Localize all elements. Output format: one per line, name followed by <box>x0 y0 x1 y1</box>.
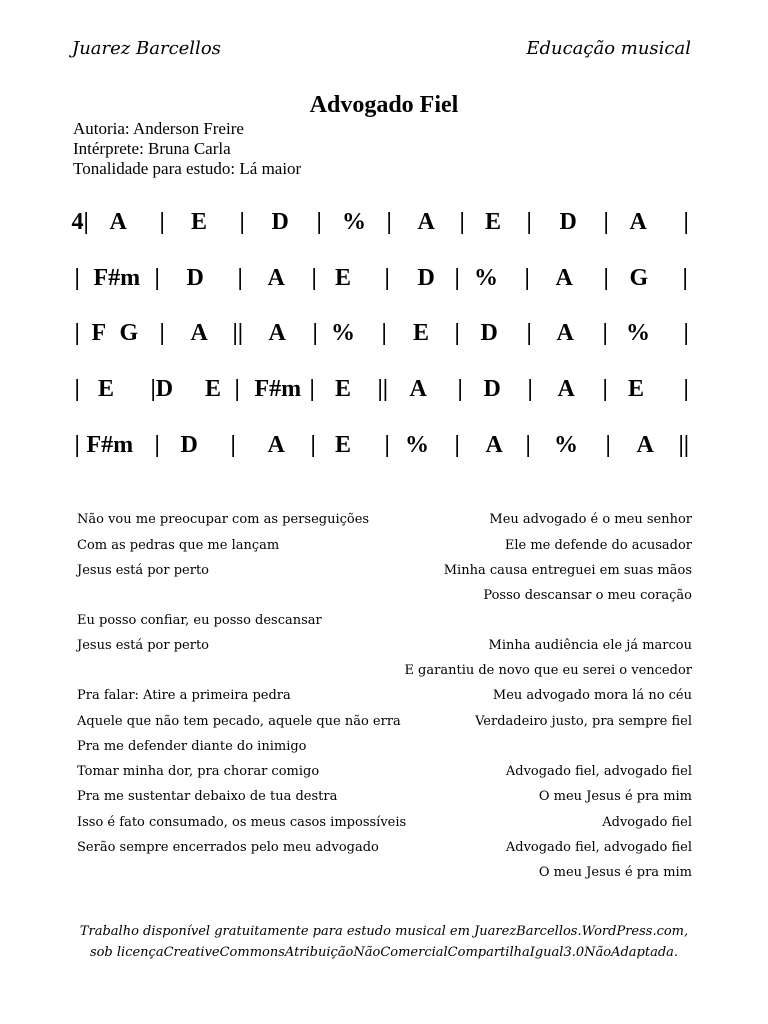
bar-line: | <box>154 432 160 458</box>
song-performer: Intérprete: Bruna Carla <box>73 139 231 158</box>
bar-line: | <box>312 320 318 346</box>
chord-symbol: A <box>629 209 647 235</box>
lyric-line-left: Jesus está por perto <box>77 638 209 653</box>
chord-symbol: E <box>628 376 645 402</box>
chord-symbol: G <box>119 320 139 346</box>
bar-line: | <box>74 432 80 458</box>
bar-line: | <box>602 376 608 402</box>
bar-line: | <box>457 376 463 402</box>
bar-line: | <box>459 209 465 235</box>
chord-symbol: 4| <box>71 209 89 235</box>
lyric-line-left: Isso é fato consumado, os meus casos impossíveis <box>77 815 407 830</box>
lyric-line-left: Pra me sustentar debaixo de tua destra <box>77 789 338 804</box>
lyric-line-right: Meu advogado é o meu senhor <box>489 512 692 527</box>
chord-symbol: E <box>335 432 352 458</box>
bar-line: | <box>311 265 317 291</box>
lyric-line-left: Pra falar: Atire a primeira pedra <box>77 688 291 703</box>
bar-line: | <box>603 265 609 291</box>
header-author: Juarez Barcellos <box>72 38 221 59</box>
bar-line: | <box>239 209 245 235</box>
chord-symbol: D <box>180 432 198 458</box>
chord-symbol: F#m <box>93 265 141 291</box>
bar-line: | <box>683 209 689 235</box>
lyric-line-right: Minha causa entreguei em suas mãos <box>443 563 692 578</box>
bar-line: | <box>74 265 80 291</box>
lyric-line-right: Advogado fiel, advogado fiel <box>505 840 692 855</box>
bar-line: | <box>230 432 236 458</box>
chord-symbol: A <box>267 265 285 291</box>
bar-line: | <box>234 376 240 402</box>
chord-symbol: A <box>190 320 208 346</box>
lyric-line-left: Tomar minha dor, pra chorar comigo <box>77 764 320 779</box>
chord-symbol: D <box>417 265 435 291</box>
chord-symbol: D <box>559 209 577 235</box>
lyric-line-right: Advogado fiel <box>602 815 692 830</box>
chord-symbol: A <box>636 432 654 458</box>
chord-symbol: E <box>413 320 430 346</box>
chord-symbol: E <box>335 376 352 402</box>
lyric-line-left: Pra me defender diante do inimigo <box>77 739 307 754</box>
song-meta <box>73 119 301 179</box>
chord-symbol: A <box>409 376 427 402</box>
chord-line <box>0 318 768 348</box>
lyric-line-left: Eu posso confiar, eu posso descansar <box>77 613 322 628</box>
lyric-line-left: Aquele que não tem pecado, aquele que não erra <box>77 714 401 729</box>
lyric-line-right: Verdadeiro justo, pra sempre fiel <box>475 714 692 729</box>
song-title: Advogado Fiel <box>309 92 459 118</box>
chord-symbol: D <box>186 265 204 291</box>
bar-line: | <box>524 265 530 291</box>
chord-line <box>0 263 768 293</box>
chord-line <box>0 374 768 404</box>
bar-line: | <box>154 265 160 291</box>
song-authorship: Autoria: Anderson Freire <box>73 119 244 138</box>
chord-symbol: D <box>271 209 289 235</box>
lyric-line-right: Ele me defende do acusador <box>504 538 692 553</box>
bar-line: | <box>602 320 608 346</box>
bar-line: | <box>454 320 460 346</box>
chord-symbol: F#m <box>86 432 134 458</box>
lyric-line-left: Serão sempre encerrados pelo meu advogado <box>77 840 379 855</box>
bar-line: | <box>310 432 316 458</box>
chord-symbol: A <box>268 320 286 346</box>
lyric-line-right: Meu advogado mora lá no céu <box>492 688 692 703</box>
bar-line: | <box>603 209 609 235</box>
bar-line: | <box>682 265 688 291</box>
chord-line <box>0 430 768 460</box>
chord-symbol: A <box>109 209 127 235</box>
bar-line: | <box>526 320 532 346</box>
bar-line: | <box>74 376 80 402</box>
chord-symbol: |D <box>150 376 174 402</box>
bar-line: | <box>159 209 165 235</box>
lyric-line-left: Não vou me preocupar com as perseguições <box>77 512 370 527</box>
bar-line: | <box>316 209 322 235</box>
bar-line: | <box>527 376 533 402</box>
chord-symbol: A <box>417 209 435 235</box>
chord-symbol: A <box>485 432 503 458</box>
lyric-line-left: Jesus está por perto <box>77 563 209 578</box>
bar-line: || <box>232 320 244 346</box>
chord-symbol: G <box>629 265 649 291</box>
chord-symbol: % <box>626 320 650 346</box>
chord-symbol: E <box>335 265 352 291</box>
chord-symbol: % <box>405 432 429 458</box>
lyric-line-left: Com as pedras que me lançam <box>77 538 280 553</box>
bar-line: | <box>381 320 387 346</box>
chord-line <box>0 207 768 237</box>
bar-line: | <box>384 265 390 291</box>
chord-symbol: A <box>555 265 573 291</box>
footer-line-2: sob licençaCreativeCommonsAtribuiçãoNãoComercialCompartilhaIgual3.0NãoAdaptada. <box>89 945 679 960</box>
chord-symbol: A <box>267 432 285 458</box>
bar-line: | <box>386 209 392 235</box>
bar-line: | <box>525 432 531 458</box>
chord-symbol: D <box>483 376 501 402</box>
bar-line: | <box>683 376 689 402</box>
song-key: Tonalidade para estudo: Lá maior <box>73 159 302 178</box>
footer-line-1: Trabalho disponível gratuitamente para estudo musical em JuarezBarcellos.WordPress.com, <box>79 924 689 939</box>
bar-line: | <box>454 432 460 458</box>
chord-symbol: % <box>554 432 578 458</box>
chord-symbol: % <box>474 265 498 291</box>
bar-line: || <box>678 432 690 458</box>
lyric-line-right: O meu Jesus é pra mim <box>538 865 692 880</box>
chord-symbol: % <box>331 320 355 346</box>
chord-symbol: E <box>98 376 115 402</box>
lyric-line-right: O meu Jesus é pra mim <box>538 789 692 804</box>
chord-symbol: D <box>480 320 498 346</box>
chord-symbol: F <box>91 320 107 346</box>
chord-symbol: E <box>485 209 502 235</box>
bar-line: | <box>454 265 460 291</box>
lyric-line-right: Posso descansar o meu coração <box>483 588 692 603</box>
bar-line: | <box>526 209 532 235</box>
lyric-line-right: E garantiu de novo que eu serei o vencedor <box>404 663 692 678</box>
header-subject: Educação musical <box>526 38 691 59</box>
bar-line: | <box>683 320 689 346</box>
bar-line: || <box>377 376 389 402</box>
bar-line: | <box>605 432 611 458</box>
lyric-line-right: Minha audiência ele já marcou <box>488 638 692 653</box>
bar-line: | <box>237 265 243 291</box>
chord-symbol: A <box>556 320 574 346</box>
lyric-line-right: Advogado fiel, advogado fiel <box>505 764 692 779</box>
bar-line: | <box>384 432 390 458</box>
bar-line: | <box>159 320 165 346</box>
bar-line: | <box>309 376 315 402</box>
chord-symbol: E <box>205 376 222 402</box>
chord-symbol: E <box>191 209 208 235</box>
chord-symbol: A <box>557 376 575 402</box>
chord-symbol: F#m <box>254 376 302 402</box>
bar-line: | <box>74 320 80 346</box>
chord-symbol: % <box>342 209 366 235</box>
